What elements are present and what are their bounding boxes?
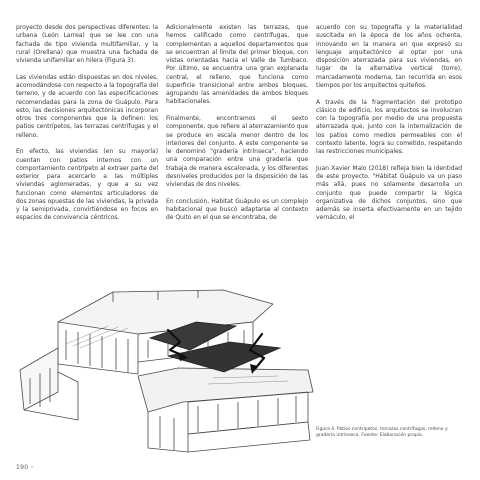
paragraph: En conclusión, Habitat Guápulo es un complejo habitacional que buscó adaptarse al contexto de Quito en el que se encontraba, de xyxy=(166,197,308,222)
paragraph: Las viviendas están dispuestas en dos niveles, acomodándose con respecto a la topografía del terreno, y de acuerdo con las especificaciones recomendadas para la zona de Guápulo. Para esto, las decisiones arquitectónicas incorporan otros tres componentes que la definen: los patios centrípetos, las terrazas centrífugas y el relleno. xyxy=(16,73,158,139)
figure-caption: Figura 4. Patios centrípetos, terrazas centrífugas, relleno y gradería intrínseca. Fuente: Elaboración propia. xyxy=(316,427,448,438)
paragraph: acuerdo con su topografía y la materialidad suscitada en la época de los años ochenta, innovando en la manera en que expresó su lenguaje arquitectónico al optar por una disposición aterrazada para sus viviendas, en lugar de la alternativa vertical (torre), marcadamente moderna, tan recurrida en esos tiempos por los arquitectos quiteños. xyxy=(316,24,462,89)
paragraph: Juan Xavier Malo (2018) refleja bien la identidad de este proyecto. "Hábitat Guápulo va un paso más allá, pues no solamente desarrolla un conjunto que puede compartir la lógica organizativa de dichos conjuntos, sino que además se inserta efectivamente en un tejido vernáculo, el xyxy=(316,164,462,222)
paragraph: A través de la fragmentación del prototipo clásico de edificio, los arquitectos se involucran con la topografía por medio de una propuesta aterrazada que, junto con la internalización de los patios como medios permeables con el contexto latente, logra su cometido, respetando las restricciones municipales. xyxy=(316,98,462,156)
page-number: 190 ◦ xyxy=(16,464,35,471)
text-column-2 xyxy=(166,24,308,231)
paragraph: proyecto desde dos perspectivas diferentes: la urbana (León Larrea) que se lee con una fachada de tipo vivienda multifamiliar, y la rural (Orellana) que muestra una fachada de vivienda unifamiliar en hilera (Figura 3). xyxy=(16,24,158,64)
text-column-3 xyxy=(316,24,462,231)
text-column-1 xyxy=(16,24,158,231)
paragraph: Adicionalmente existen las terrazas, que hemos calificado como centrífugas, que complementan a aquellos departamentos que se encuentran al límite del primer bloque, con vistas orientadas hacia el Valle de Tumbaco. Por último, se encuentra una gran explanada central, el relleno, que funciona como superficie transicional entre ambos bloques, agrupando las amenidades de ambos bloques habitacionales. xyxy=(166,24,308,106)
paragraph: En efecto, las viviendas (en su mayoría) cuentan con patios internos con un comportamiento centrípeto al extraer parte del exterior para acercarlo a las múltiples viviendas aglomeradas, y que a su vez funcionan como elementos articuladores de dos zonas opuestas de las viviendas, la privada y la semiprivada, convirtiéndose en focos en espacios de convivencia céntricos. xyxy=(16,148,158,222)
terraced-housing-sketch xyxy=(18,252,318,457)
paragraph: Finalmente, encontramos el sexto componente, que refiere al aterrazamiento que se produce en escala menor dentro de los interiores del conjunto. A este componente se le denominó "gradería intrínseca", haciendo una comparación entre una gradería que trabaja de manera escalonada, y los diferentes desniveles producidos por la disposición de las viviendas de dos niveles. xyxy=(166,115,308,189)
